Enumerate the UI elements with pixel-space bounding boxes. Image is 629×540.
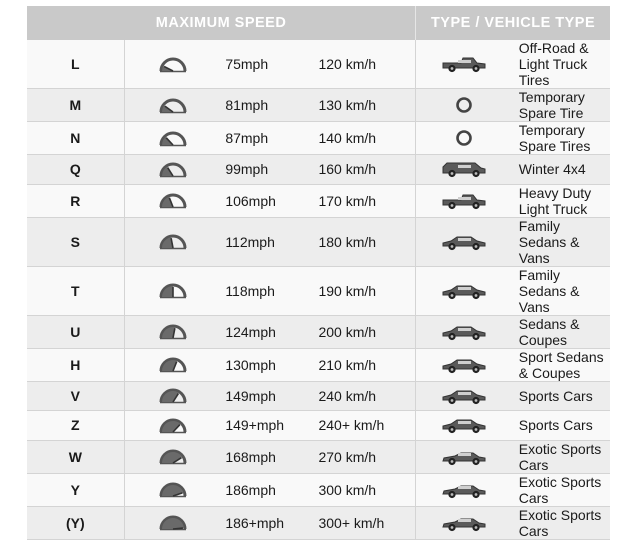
speed-mph: 186+mph bbox=[221, 506, 318, 539]
speedometer-cell bbox=[124, 381, 221, 411]
speed-mph: 168mph bbox=[221, 440, 318, 473]
speed-rating-code: U bbox=[27, 315, 124, 348]
vehicle-type: Heavy Duty Light Truck bbox=[513, 184, 610, 217]
speed-rating-code: H bbox=[27, 348, 124, 381]
speed-rating-code: Y bbox=[27, 473, 124, 506]
speedometer-icon bbox=[158, 56, 188, 73]
vehicle-type: Exotic Sports Cars bbox=[513, 440, 610, 473]
speed-rating-code: N bbox=[27, 122, 124, 155]
speedometer-cell bbox=[124, 348, 221, 381]
speed-mph: 99mph bbox=[221, 155, 318, 185]
spare-tire-icon bbox=[455, 96, 473, 114]
pickup-truck-icon bbox=[441, 192, 487, 210]
speed-rating-code: W bbox=[27, 440, 124, 473]
speedometer-cell bbox=[124, 266, 221, 315]
vehicle-icon-cell bbox=[416, 473, 513, 506]
table-body bbox=[27, 40, 610, 539]
table-row bbox=[27, 315, 610, 348]
vehicle-type: Winter 4x4 bbox=[513, 155, 610, 185]
sports-car-icon bbox=[441, 514, 487, 532]
header-maximum-speed: MAXIMUM SPEED bbox=[27, 6, 416, 40]
vehicle-type: Sports Cars bbox=[513, 411, 610, 441]
speed-kmh: 270 km/h bbox=[318, 440, 415, 473]
speedometer-icon bbox=[158, 448, 188, 465]
vehicle-type: Exotic Sports Cars bbox=[513, 473, 610, 506]
speed-mph: 75mph bbox=[221, 40, 318, 89]
speed-kmh: 240 km/h bbox=[318, 381, 415, 411]
vehicle-type: Temporary Spare Tire bbox=[513, 89, 610, 122]
speedometer-icon bbox=[158, 282, 188, 299]
speedometer-icon bbox=[158, 417, 188, 434]
table-row bbox=[27, 184, 610, 217]
speed-kmh: 240+ km/h bbox=[318, 411, 415, 441]
vehicle-type: Family Sedans & Vans bbox=[513, 217, 610, 266]
speed-kmh: 190 km/h bbox=[318, 266, 415, 315]
speedometer-cell bbox=[124, 89, 221, 122]
vehicle-icon-cell bbox=[416, 217, 513, 266]
spare-tire-icon bbox=[455, 129, 473, 147]
speed-kmh: 180 km/h bbox=[318, 217, 415, 266]
table-row bbox=[27, 217, 610, 266]
vehicle-icon-cell bbox=[416, 89, 513, 122]
speed-mph: 87mph bbox=[221, 122, 318, 155]
vehicle-icon-cell bbox=[416, 440, 513, 473]
speed-rating-code: L bbox=[27, 40, 124, 89]
speed-mph: 124mph bbox=[221, 315, 318, 348]
speed-kmh: 140 km/h bbox=[318, 122, 415, 155]
speedometer-cell bbox=[124, 473, 221, 506]
vehicle-type: Exotic Sports Cars bbox=[513, 506, 610, 539]
speedometer-cell bbox=[124, 440, 221, 473]
speedometer-icon bbox=[158, 192, 188, 209]
table-row bbox=[27, 40, 610, 89]
table-row bbox=[27, 381, 610, 411]
sedan-icon bbox=[441, 282, 487, 300]
speed-rating-code: R bbox=[27, 184, 124, 217]
vehicle-icon-cell bbox=[416, 184, 513, 217]
header-vehicle-type: TYPE / VEHICLE TYPE bbox=[416, 6, 610, 40]
speed-mph: 118mph bbox=[221, 266, 318, 315]
speed-mph: 149+mph bbox=[221, 411, 318, 441]
pickup-truck-icon bbox=[441, 55, 487, 73]
sedan-icon bbox=[441, 416, 487, 434]
speedometer-icon bbox=[158, 387, 188, 404]
speed-mph: 186mph bbox=[221, 473, 318, 506]
vehicle-icon-cell bbox=[416, 266, 513, 315]
vehicle-type: Sports Cars bbox=[513, 381, 610, 411]
speed-mph: 130mph bbox=[221, 348, 318, 381]
speedometer-icon bbox=[158, 481, 188, 498]
vehicle-type: Sport Sedans & Coupes bbox=[513, 348, 610, 381]
vehicle-type: Off-Road & Light Truck Tires bbox=[513, 40, 610, 89]
speedometer-icon bbox=[158, 233, 188, 250]
speedometer-icon bbox=[158, 97, 188, 114]
speed-mph: 149mph bbox=[221, 381, 318, 411]
speedometer-cell bbox=[124, 184, 221, 217]
speedometer-cell bbox=[124, 122, 221, 155]
table-row bbox=[27, 89, 610, 122]
sports-car-icon bbox=[441, 448, 487, 466]
table-row bbox=[27, 122, 610, 155]
vehicle-icon-cell bbox=[416, 122, 513, 155]
vehicle-icon-cell bbox=[416, 506, 513, 539]
speed-rating-code: Z bbox=[27, 411, 124, 441]
speed-kmh: 130 km/h bbox=[318, 89, 415, 122]
speed-kmh: 200 km/h bbox=[318, 315, 415, 348]
table-row bbox=[27, 411, 610, 441]
speedometer-icon bbox=[158, 323, 188, 340]
speed-kmh: 120 km/h bbox=[318, 40, 415, 89]
vehicle-type: Sedans & Coupes bbox=[513, 315, 610, 348]
vehicle-icon-cell bbox=[416, 155, 513, 185]
vehicle-icon-cell bbox=[416, 40, 513, 89]
sedan-icon bbox=[441, 387, 487, 405]
speed-rating-code: (Y) bbox=[27, 506, 124, 539]
table-row bbox=[27, 506, 610, 539]
speed-rating-code: S bbox=[27, 217, 124, 266]
speed-rating-table bbox=[27, 6, 610, 540]
speedometer-icon bbox=[158, 161, 188, 178]
speed-kmh: 300 km/h bbox=[318, 473, 415, 506]
speedometer-icon bbox=[158, 514, 188, 531]
vehicle-icon-cell bbox=[416, 315, 513, 348]
sedan-icon bbox=[441, 323, 487, 341]
speed-mph: 112mph bbox=[221, 217, 318, 266]
vehicle-icon-cell bbox=[416, 411, 513, 441]
table-row bbox=[27, 440, 610, 473]
vehicle-icon-cell bbox=[416, 381, 513, 411]
table-row bbox=[27, 348, 610, 381]
speed-rating-code: M bbox=[27, 89, 124, 122]
suv-icon bbox=[441, 160, 487, 178]
speedometer-cell bbox=[124, 40, 221, 89]
speedometer-cell bbox=[124, 217, 221, 266]
vehicle-type: Family Sedans & Vans bbox=[513, 266, 610, 315]
speed-mph: 81mph bbox=[221, 89, 318, 122]
sports-car-icon bbox=[441, 481, 487, 499]
speed-rating-code: T bbox=[27, 266, 124, 315]
speed-kmh: 210 km/h bbox=[318, 348, 415, 381]
speedometer-cell bbox=[124, 155, 221, 185]
speedometer-icon bbox=[158, 130, 188, 147]
vehicle-icon-cell bbox=[416, 348, 513, 381]
table-row bbox=[27, 473, 610, 506]
speed-kmh: 160 km/h bbox=[318, 155, 415, 185]
speedometer-cell bbox=[124, 411, 221, 441]
speedometer-icon bbox=[158, 356, 188, 373]
speed-kmh: 300+ km/h bbox=[318, 506, 415, 539]
speed-rating-code: V bbox=[27, 381, 124, 411]
table-header-row bbox=[27, 6, 610, 40]
speedometer-cell bbox=[124, 506, 221, 539]
speed-rating-code: Q bbox=[27, 155, 124, 185]
speed-kmh: 170 km/h bbox=[318, 184, 415, 217]
speed-mph: 106mph bbox=[221, 184, 318, 217]
table-row bbox=[27, 155, 610, 185]
table-row bbox=[27, 266, 610, 315]
speedometer-cell bbox=[124, 315, 221, 348]
vehicle-type: Temporary Spare Tires bbox=[513, 122, 610, 155]
sedan-icon bbox=[441, 356, 487, 374]
sedan-icon bbox=[441, 233, 487, 251]
